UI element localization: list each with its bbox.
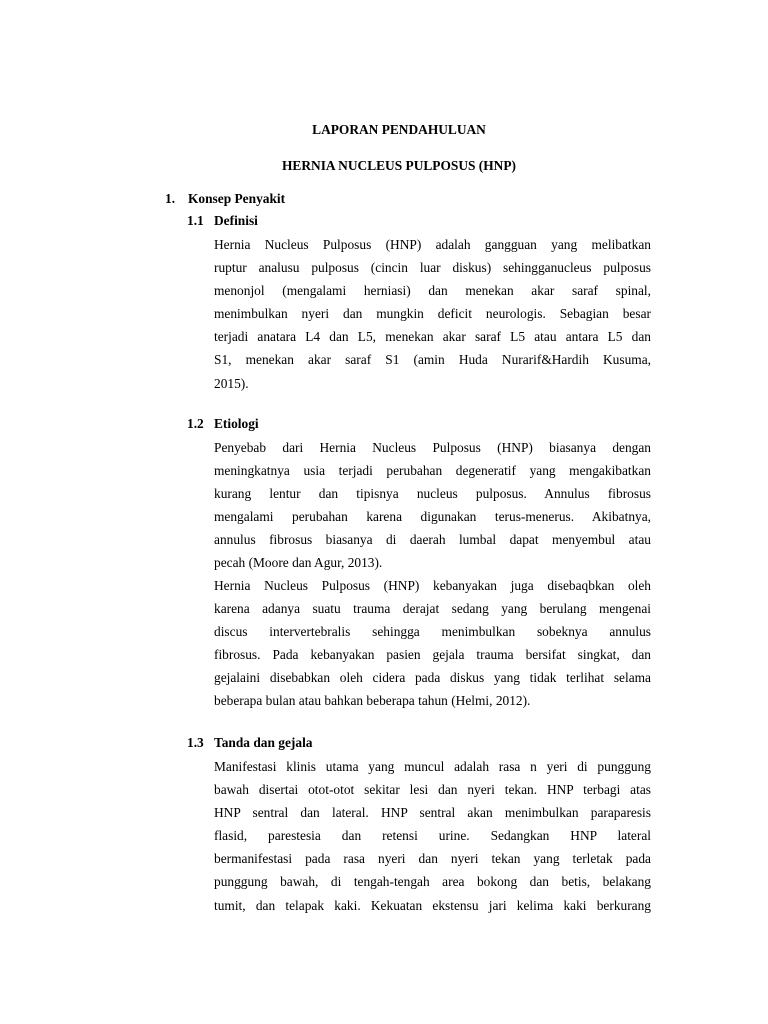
text-line: Hernia Nucleus Pulposus (HNP) adalah gangguan yang melibatkan bbox=[214, 237, 651, 252]
text-line: annulus fibrosus biasanya di daerah lumbal dapat menyembul atau bbox=[214, 532, 651, 548]
subsection-number: 1.2 bbox=[187, 416, 204, 431]
subsection-heading-tanda-dan-gejala bbox=[187, 735, 312, 751]
text-line: flasid, parestesia dan retensi urine. Sedangkan HNP lateral bbox=[214, 828, 651, 844]
text-line: punggung bawah, di tengah-tengah area bokong dan betis, belakang bbox=[214, 874, 651, 890]
text-line: pecah (Moore dan Agur, 2013). bbox=[214, 555, 383, 571]
subsection-title: Etiologi bbox=[214, 416, 259, 431]
section-heading bbox=[165, 191, 285, 207]
subsection-title: Definisi bbox=[214, 213, 258, 228]
text-line: fibrosus. Pada kebanyakan pasien gejala trauma bersifat singkat, dan bbox=[214, 647, 651, 663]
text-line: meningkatnya usia terjadi perubahan degeneratif yang mengakibatkan bbox=[214, 463, 651, 479]
subsection-heading-etiologi bbox=[187, 416, 259, 432]
subsection-heading-definisi bbox=[187, 213, 258, 229]
text-line: tumit, dan telapak kaki. Kekuatan ekstensu jari kelima kaki berkurang bbox=[214, 897, 651, 913]
text-line: menonjol (mengalami herniasi) dan menekan akar saraf spinal, bbox=[214, 283, 651, 299]
subsection-number: 1.1 bbox=[187, 213, 204, 228]
text-line: Penyebab dari Hernia Nucleus Pulposus (HNP) biasanya dengan bbox=[214, 440, 651, 455]
subsection-number: 1.3 bbox=[187, 735, 204, 750]
text-line: HNP sentral dan lateral. HNP sentral akan menimbulkan paraparesis bbox=[214, 805, 651, 821]
text-line: gejalaini disebabkan oleh cidera pada diskus yang tidak terlihat selama bbox=[214, 670, 651, 686]
text-line: bawah disertai otot-otot sekitar lesi dan nyeri tekan. HNP terbagi atas bbox=[214, 782, 651, 798]
text-line: kurang lentur dan tipisnya nucleus pulposus. Annulus fibrosus bbox=[214, 486, 651, 502]
text-line: bermanifestasi pada rasa nyeri dan nyeri tekan yang terletak pada bbox=[214, 851, 651, 867]
paragraph-etiologi-1 bbox=[214, 436, 651, 575]
text-line: Hernia Nucleus Pulposus (HNP) kebanyakan juga disebaqbkan oleh bbox=[214, 578, 651, 593]
text-line: menimbulkan nyeri dan mungkin deficit neurologis. Sebagian besar bbox=[214, 306, 651, 322]
text-line: discus intervertebralis sehingga menimbulkan sobeknya annulus bbox=[214, 624, 651, 640]
text-line: beberapa bulan atau bahkan beberapa tahun (Helmi, 2012). bbox=[214, 693, 531, 709]
document-title: LAPORAN PENDAHULUAN bbox=[312, 122, 486, 137]
text-line: ruptur analusu pulposus (cincin luar diskus) sehingganucleus pulposus bbox=[214, 260, 651, 276]
text-line: 2015). bbox=[214, 375, 249, 391]
paragraph-definisi bbox=[214, 233, 651, 395]
section-number: 1. bbox=[165, 191, 176, 206]
text-line: mengalami perubahan karena digunakan terus-menerus. Akibatnya, bbox=[214, 509, 651, 525]
paragraph-tanda-dan-gejala bbox=[214, 755, 651, 917]
text-line: terjadi anatara L4 dan L5, menekan akar saraf L5 atau antara L5 dan bbox=[214, 329, 651, 345]
text-line: karena adanya suatu trauma derajat sedang yang berulang mengenai bbox=[214, 601, 651, 617]
subsection-title: Tanda dan gejala bbox=[214, 735, 313, 750]
section-title: Konsep Penyakit bbox=[188, 191, 286, 206]
text-line: S1, menekan akar saraf S1 (amin Huda Nurarif&Hardih Kusuma, bbox=[214, 352, 651, 368]
text-line: Manifestasi klinis utama yang muncul adalah rasa n yeri di punggung bbox=[214, 759, 651, 774]
document-subtitle: HERNIA NUCLEUS PULPOSUS (HNP) bbox=[282, 158, 516, 173]
paragraph-etiologi-2 bbox=[214, 574, 651, 713]
